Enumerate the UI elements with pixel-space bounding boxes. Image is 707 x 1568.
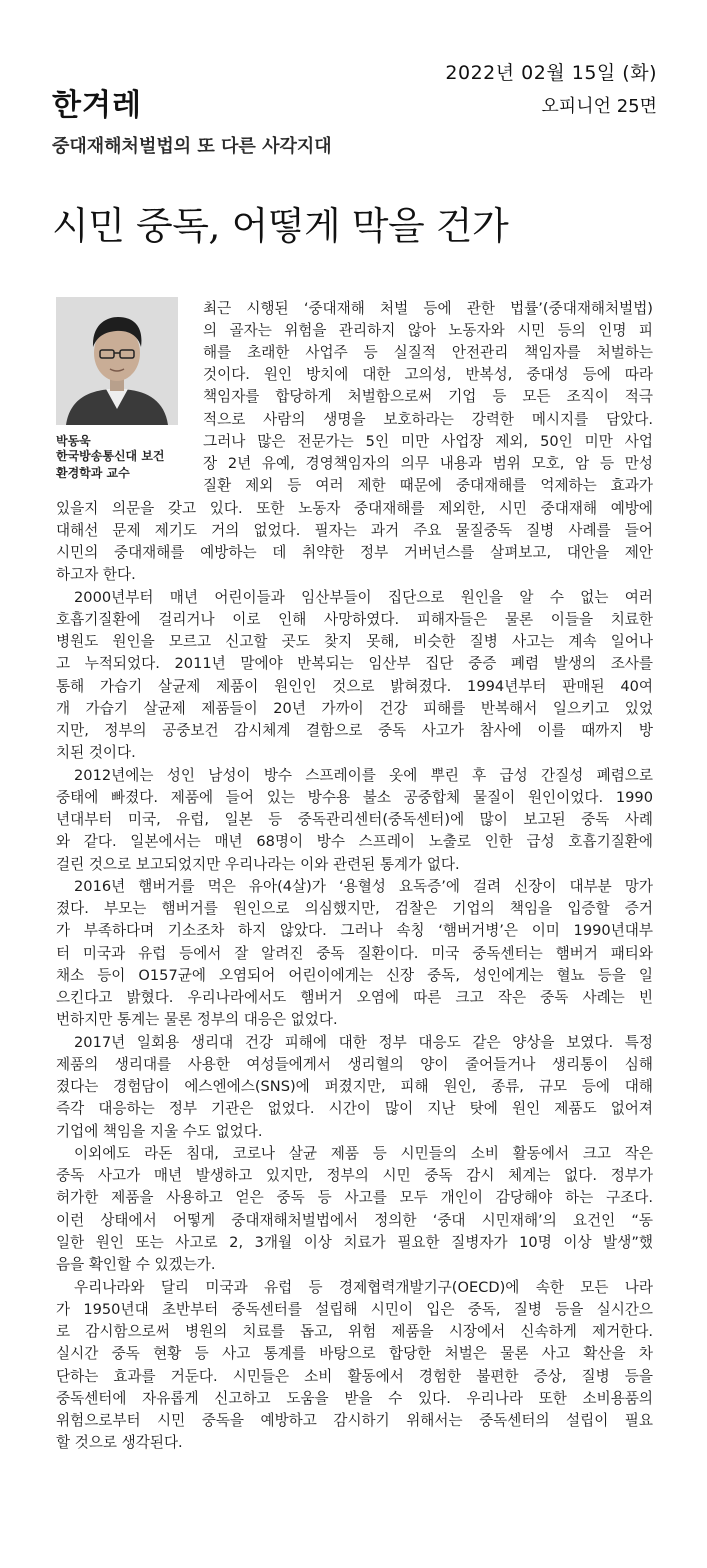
body-line: 지만, 정부의 공중보건 감시체계 결함으로 중독 사고가 참사에 이를 때까지 방 — [56, 722, 653, 739]
body-line: 터 미국과 유럽 등에서 잘 알려진 중독 질환이다. 미국 중독센터는 햄버거 패티와 — [56, 945, 653, 962]
paragraph-first-line: 2012년에는 성인 남성이 방수 스프레이를 옷에 뿌린 후 급성 간질성 폐렴으로 — [74, 767, 653, 784]
body-line: 병원도 원인을 모르고 신고할 곳도 찾지 못해, 비슷한 질병 사고는 계속 일어나 — [56, 633, 653, 650]
body-line: 제품의 생리대를 사용한 여성들에게서 생리혈의 양이 줄어들거나 생리통이 심해 — [56, 1056, 653, 1073]
author-affiliation-line: 환경학과 교수 — [56, 466, 130, 480]
article-kicker: 중대재해처벌법의 또 다른 사각지대 — [52, 136, 332, 157]
body-line: 중태에 빠졌다. 제품에 들어 있는 방수용 불소 공중합체 물질이 원인이었다. 1990 — [56, 789, 653, 806]
body-line: 하고자 한다. — [56, 566, 136, 583]
section-page: 오피니언 25면 — [541, 96, 657, 117]
body-line: 위험으로부터 시민 중독을 예방하고 감시하기 위해서는 중독센터의 설립이 필요 — [56, 1412, 653, 1429]
body-line: 와 같다. 일본에서는 매년 68명이 방수 스프레이 노출로 인한 급성 호흡기질환에 — [56, 833, 653, 850]
body-line: 해를 초래한 사업주 등 실질적 안전관리 책임자를 처벌하는 — [203, 344, 653, 361]
body-line: 그러나 많은 전문가는 5인 미만 사업장 제외, 50인 미만 사업 — [203, 433, 653, 450]
body-line: 으킨다고 밝혔다. 우리나라에서도 햄버거 오염에 따른 크고 작은 중독 사례는 빈 — [56, 989, 653, 1006]
body-line: 년대부터 미국, 유럽, 일본 등 중독관리센터(중독센터)에 많이 보고된 중독 사례 — [56, 811, 653, 828]
paragraph-first-line: 우리나라와 달리 미국과 유럽 등 경제협력개발기구(OECD)에 속한 모든 나라 — [74, 1279, 653, 1296]
author-portrait-icon — [56, 297, 178, 425]
author-affiliation-line: 한국방송통신대 보건 — [56, 449, 165, 463]
body-line: 허가한 제품을 사용하고 얻은 중독 등 사고를 모두 개인이 감당해야 하는 구조다. — [56, 1189, 653, 1206]
author-photo — [56, 297, 178, 425]
paragraph-first-line: 이외에도 라돈 침대, 코로나 살균 제품 등 시민들의 소비 활동에서 크고 작은 — [74, 1145, 653, 1162]
newspaper-logo: 한겨레 — [52, 88, 142, 123]
body-line: 치된 것이다. — [56, 744, 136, 761]
author-name: 박동욱 — [56, 434, 91, 448]
body-line: 가 1950년대 초반부터 중독센터를 설립해 시민이 입은 중독, 질병 등을 실시간으 — [56, 1301, 653, 1318]
body-line: 걸린 것으로 보고되었지만 우리나라는 이와 관련된 통계가 없다. — [56, 856, 460, 873]
body-line: 개 가습기 살균제 제품들이 20년 가까이 건강 피해를 반복해서 일으키고 있었 — [56, 700, 653, 717]
publication-date: 2022년 02월 15일 (화) — [445, 62, 657, 84]
body-line: 질환 제외 등 여러 제한 때문에 중대재해를 억제하는 효과가 — [203, 477, 653, 494]
body-line: 로 감시함으로써 병원의 치료를 돕고, 위험 제품을 시장에서 신속하게 제거한다. — [56, 1323, 653, 1340]
body-line: 번하지만 통계는 물론 정부의 대응은 없었다. — [56, 1011, 338, 1028]
body-line: 단하는 효과를 거둔다. 시민들은 소비 활동에서 경험한 불편한 증상, 질병 등을 — [56, 1368, 653, 1385]
body-line: 기업에 책임을 지울 수도 없었다. — [56, 1123, 263, 1140]
paragraph-first-line: 2016년 햄버거를 먹은 유아(4살)가 ‘용혈성 요독증’에 걸려 신장이 대부분 망가 — [74, 878, 653, 895]
paragraph-first-line: 2017년 일회용 생리대 건강 피해에 대한 정부 대응도 같은 양상을 보였다. 특정 — [74, 1034, 653, 1051]
body-line: 고 누적되었다. 2011년 말에야 반복되는 임산부 집단 중증 폐렴 발생의 조사를 — [56, 655, 653, 672]
body-line: 채소 등이 O157균에 오염되어 어린이에게는 신장 중독, 성인에게는 혈뇨 등을 일 — [56, 967, 653, 984]
body-line: 최근 시행된 ‘중대재해 처벌 등에 관한 법률’(중대재해처벌법) — [203, 300, 653, 317]
author-affiliation — [56, 448, 165, 482]
body-line: 책임자를 합당하게 처벌함으로써 기업 등 모든 조직이 적극 — [203, 388, 653, 405]
body-line: 대해선 문제 제기도 거의 없었다. 필자는 과거 주요 물질중독 질병 사례를 들어 — [56, 522, 653, 539]
body-line: 즉각 대응하는 정부 기관은 없었다. 시간이 많이 지난 탓에 원인 제품도 없어져 — [56, 1100, 653, 1117]
article-headline: 시민 중독, 어떻게 막을 건가 — [52, 204, 509, 248]
body-line: 중독 사고가 매년 발생하고 있지만, 정부의 시민 중독 감시 체계는 없다. 정부가 — [56, 1167, 653, 1184]
body-line: 시민의 중대재해를 예방하는 데 취약한 정부 거버넌스를 살펴보고, 대안을 제안 — [56, 544, 653, 561]
paragraph-first-line: 2000년부터 매년 어린이들과 임산부들이 집단으로 원인을 알 수 없는 여러 — [74, 589, 653, 606]
body-line: 있을지 의문을 갖고 있다. 또한 노동자 중대재해를 제외한, 시민 중대재해 예방에 — [56, 500, 653, 517]
body-line: 졌다는 경험담이 에스엔에스(SNS)에 퍼졌지만, 피해 원인, 종류, 규모 등에 대해 — [56, 1078, 653, 1095]
body-line: 장 2년 유예, 경영책임자의 의무 내용과 범위 모호, 암 등 만성 — [203, 455, 653, 472]
body-line: 통해 가습기 살균제 제품이 원인인 것으로 밝혀졌다. 1994년부터 판매된 40여 — [56, 678, 653, 695]
body-line: 호흡기질환에 걸리거나 이로 인해 사망하였다. 피해자들은 물론 이들을 치료한 — [56, 611, 653, 628]
body-line: 실시간 중독 현황 등 사고 통계를 바탕으로 합당한 처벌은 물론 사고 확산을 차 — [56, 1345, 653, 1362]
body-line: 의 골자는 위험을 관리하지 않아 노동자와 시민 등의 인명 피 — [203, 322, 653, 339]
body-line: 할 것으로 생각된다. — [56, 1434, 183, 1451]
body-line: 가 부족하다며 기소조차 하지 않았다. 그러나 속칭 ‘햄버거병’은 이미 1990년대부 — [56, 922, 653, 939]
body-line: 졌다. 부모는 햄버거를 원인으로 의심했지만, 검찰은 기업의 책임을 입증할 증거 — [56, 900, 653, 917]
body-line: 이런 상태에서 어떻게 중대재해처벌법에서 정의한 ‘중대 시민재해’의 요건인 “동 — [56, 1212, 653, 1229]
body-line: 중독센터에 자유롭게 신고하고 도움을 받을 수 있다. 우리나라 또한 소비용품의 — [56, 1390, 653, 1407]
body-line: 적으로 사람의 생명을 보호하라는 강력한 메시지를 담았다. — [203, 411, 653, 428]
body-line: 일한 원인 또는 사고로 2, 3개월 이상 치료가 필요한 질병자가 10명 이상 발생”했 — [56, 1234, 653, 1251]
body-line: 것이다. 원인 방치에 대한 고의성, 반복성, 중대성 등에 따라 — [203, 366, 653, 383]
body-line: 음을 확인할 수 있겠는가. — [56, 1256, 216, 1273]
